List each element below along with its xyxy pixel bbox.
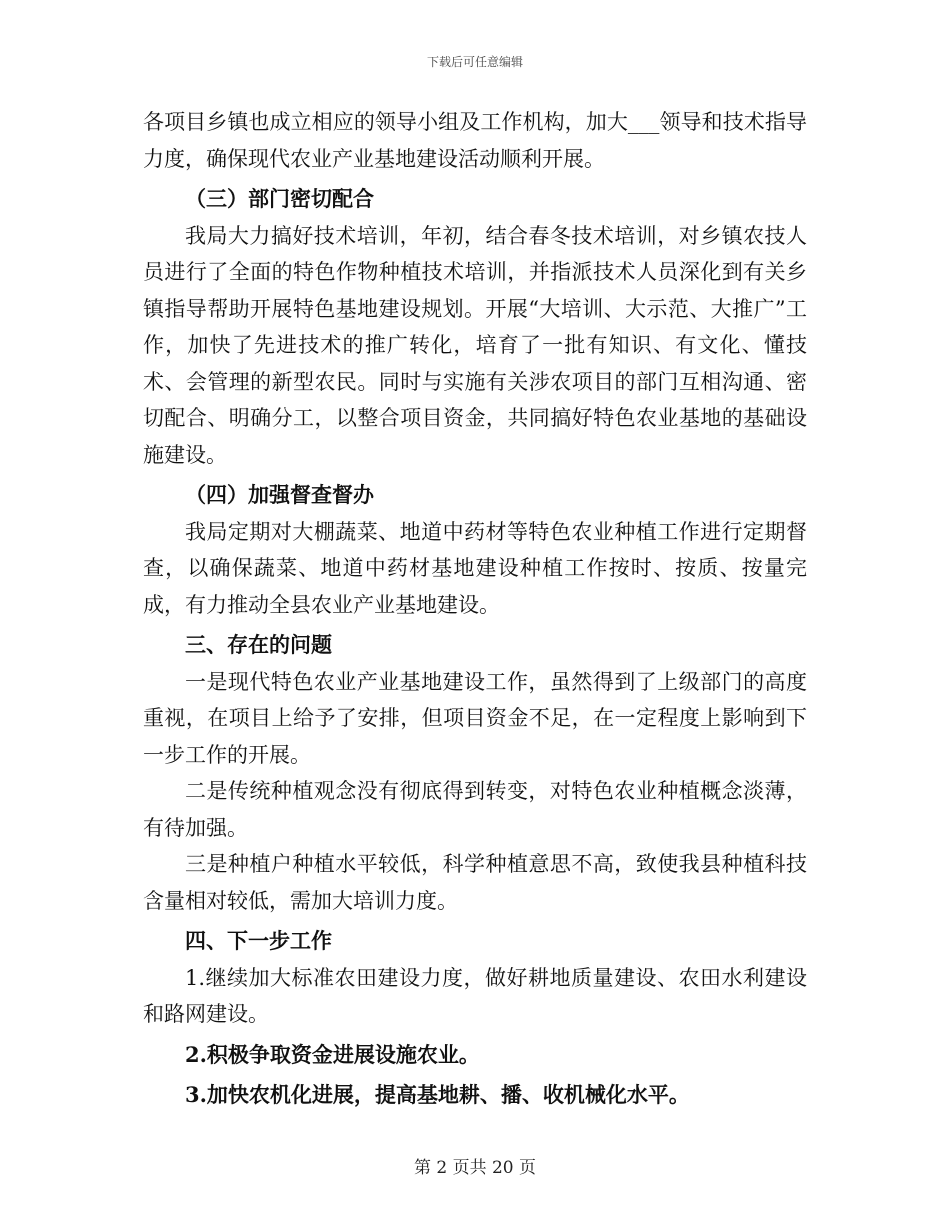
paragraph-supervision: 我局定期对大棚蔬菜、地道中药材等特色农业种植工作进行定期督查，以确保蔬菜、地道中药材基地建设种植工作按时、按质、按量完成，有力推动全县农业产业基地建设。 xyxy=(143,519,807,617)
heading-supervision: （四）加强督查督办 xyxy=(185,482,374,507)
paragraph-problem-3: 三是种植户种植水平较低，科学种植意思不高，致使我县种植科技含量相对较低，需加大培训力度。 xyxy=(143,852,807,913)
page-footer: 第 2 页共 20 页 xyxy=(413,1158,537,1178)
paragraph-problem-2: 二是传统种植观念没有彻底得到转变，对特色农业种植概念淡薄，有待加强。 xyxy=(143,779,807,840)
paragraph-next-1: 1.继续加大标准农田建设力度，做好耕地质量建设、农田水利建设和路网建设。 xyxy=(143,965,807,1026)
page-header: 下载后可任意编辑 xyxy=(426,55,523,69)
paragraph-training: 我局大力搞好技术培训，年初，结合春冬技术培训，对乡镇农技人员进行了全面的特色作物种植技术培训，并指派技术人员深化到有关乡镇指导帮助开展特色基地建设规划。开展“大培训、大示范、大推广”工作，加快了先进技术的推广转化，培育了一批有知识、有文化、懂技术、会管理的新型农民。同时与实施有关涉农项目的部门互相沟通、密切配合、明确分工，以整合项目资金，共同搞好特色农业基地的基础设施建设。 xyxy=(143,223,807,467)
paragraph-next-3: 3.加快农机化进展，提高基地耕、播、收机械化水平。 xyxy=(185,1082,690,1107)
paragraph-leadership: 各项目乡镇也成立相应的领导小组及工作机构，加大___领导和技术指导力度，确保现代农业产业基地建设活动顺利开展。 xyxy=(143,110,807,171)
heading-problems: 三、存在的问题 xyxy=(185,632,332,657)
heading-department-cooperation: （三）部门密切配合 xyxy=(185,186,374,211)
heading-next-steps: 四、下一步工作 xyxy=(185,928,332,953)
paragraph-next-2: 2.积极争取资金进展设施农业。 xyxy=(185,1041,480,1067)
document-body xyxy=(143,104,807,1114)
paragraph-problem-1: 一是现代特色农业产业基地建设工作，虽然得到了上级部门的高度重视，在项目上给予了安排，但项目资金不足，在一定程度上影响到下一步工作的开展。 xyxy=(143,669,807,767)
